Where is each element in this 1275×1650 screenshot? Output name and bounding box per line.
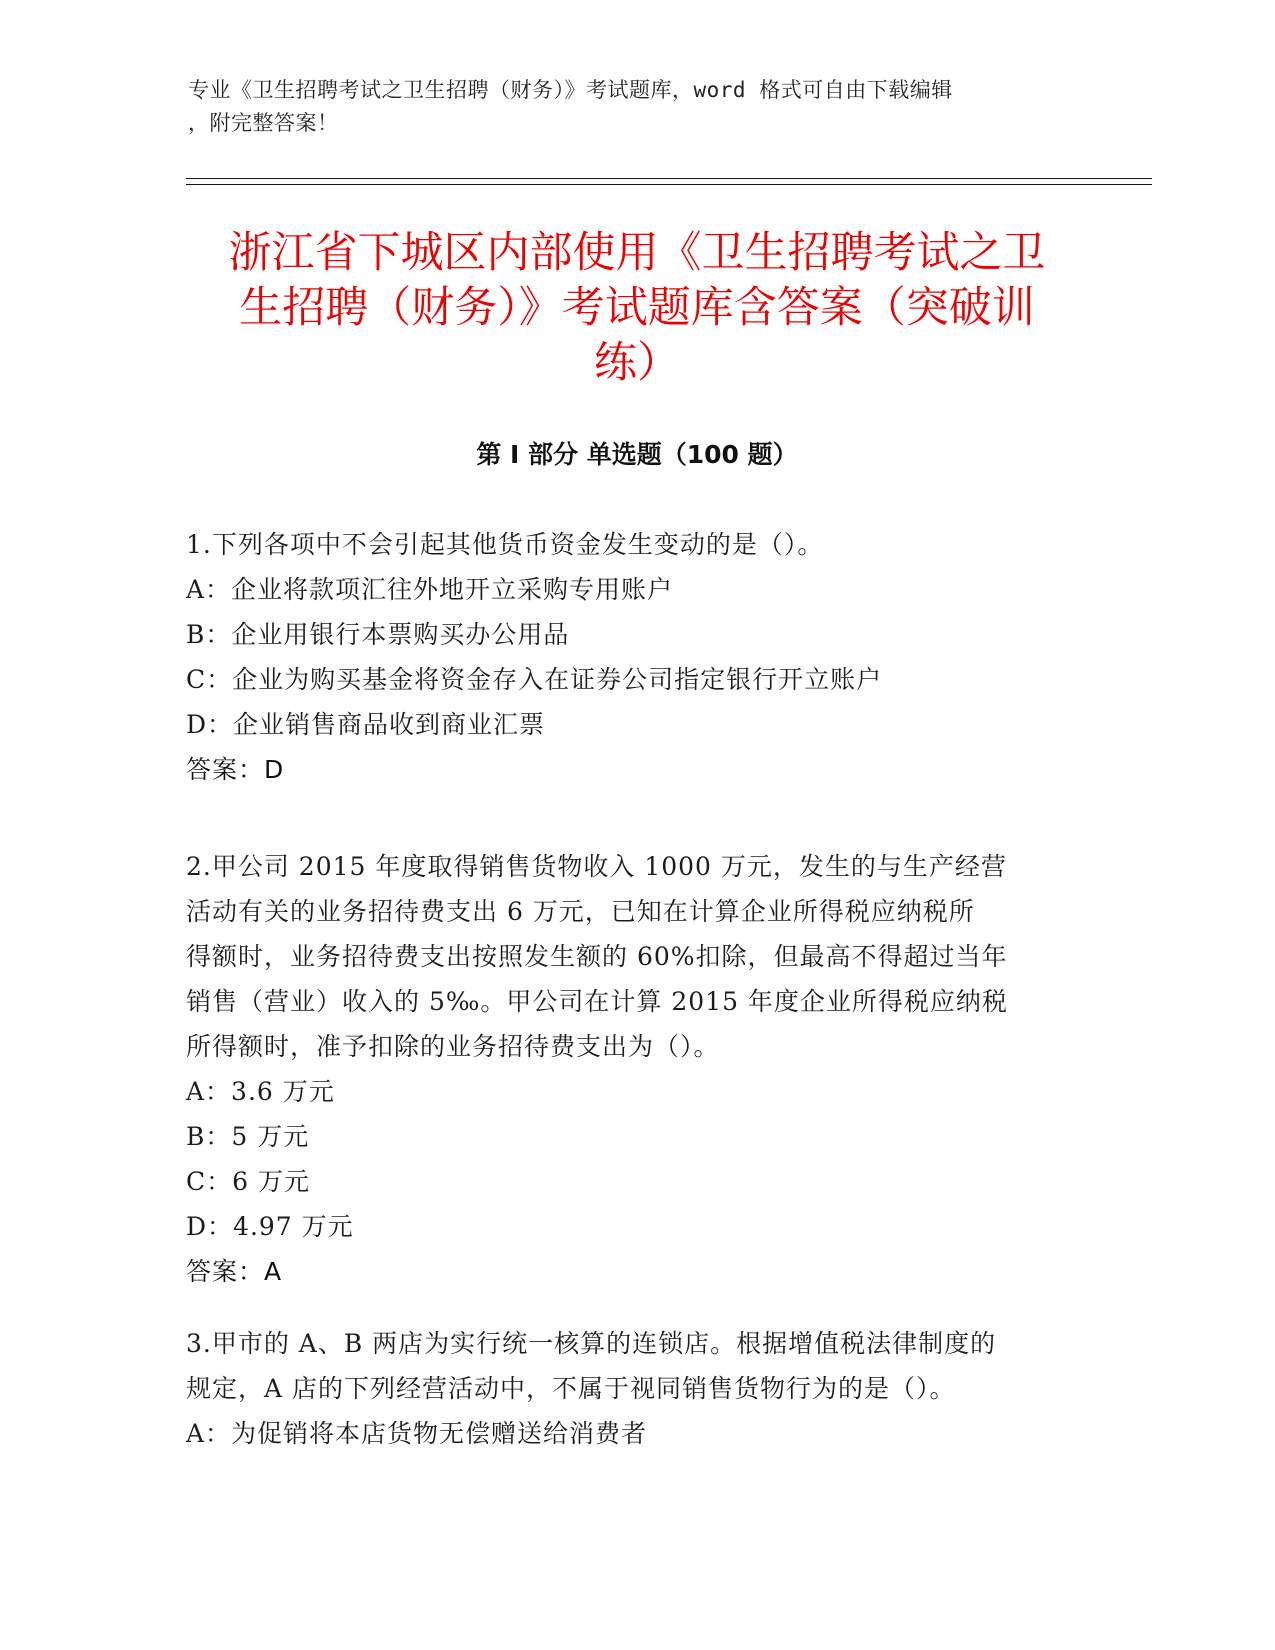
header-note-line: 专业《卫生招聘考试之卫生招聘（财务）》考试题库，word 格式可自由下载编辑: [188, 78, 953, 102]
option-c: C：企业为购买基金将资金存入在证券公司指定银行开立账户: [186, 665, 883, 694]
option-d: D：企业销售商品收到商业汇票: [186, 710, 546, 739]
question-stem: 3.甲市的 A、B 两店为实行统一核算的连锁店。根据增值税法律制度的: [186, 1329, 997, 1358]
section-title: 第 I 部分 单选题（100 题）: [476, 440, 798, 469]
document-title: [186, 226, 1088, 391]
question-stem: 销售（营业）收入的 5‰。甲公司在计算 2015 年度企业所得税应纳税: [186, 987, 1008, 1016]
question-stem: 活动有关的业务招待费支出 6 万元，已知在计算企业所得税应纳税所: [186, 897, 975, 926]
option-d: D：4.97 万元: [186, 1212, 354, 1241]
option-a: A：3.6 万元: [186, 1077, 335, 1106]
answer: 答案：A: [186, 1257, 283, 1286]
question-stem: 所得额时，准予扣除的业务招待费支出为（）。: [186, 1032, 720, 1061]
option-b: B：5 万元: [186, 1122, 310, 1151]
option-b: B：企业用银行本票购买办公用品: [186, 620, 570, 649]
question-2: [186, 844, 1086, 1294]
answer: 答案：D: [186, 755, 285, 784]
header-divider: [186, 178, 1152, 179]
question-stem: 2.甲公司 2015 年度取得销售货物收入 1000 万元，发生的与生产经营: [186, 852, 1007, 881]
option-a: A：为促销将本店货物无偿赠送给消费者: [186, 1419, 648, 1448]
question-1: [186, 522, 1086, 792]
document-title-line: 练）: [594, 338, 680, 388]
header-note-line: ，附完整答案！: [188, 111, 339, 135]
option-c: C：6 万元: [186, 1167, 310, 1196]
question-3: [186, 1321, 1086, 1456]
question-stem: 得额时，业务招待费支出按照发生额的 60%扣除，但最高不得超过当年: [186, 942, 1008, 971]
option-a: A：企业将款项汇往外地开立采购专用账户: [186, 575, 674, 604]
document-title-line: 浙江省下城区内部使用《卫生招聘考试之卫: [228, 228, 1046, 278]
header-note: [188, 74, 1068, 140]
question-stem: 规定，A 店的下列经营活动中，不属于视同销售货物行为的是（）。: [186, 1374, 956, 1403]
question-stem: 1.下列各项中不会引起其他货币资金发生变动的是（）。: [186, 530, 824, 559]
header-divider: [186, 184, 1152, 185]
document-title-line: 生招聘（财务）》考试题库含答案（突破训: [239, 283, 1035, 333]
